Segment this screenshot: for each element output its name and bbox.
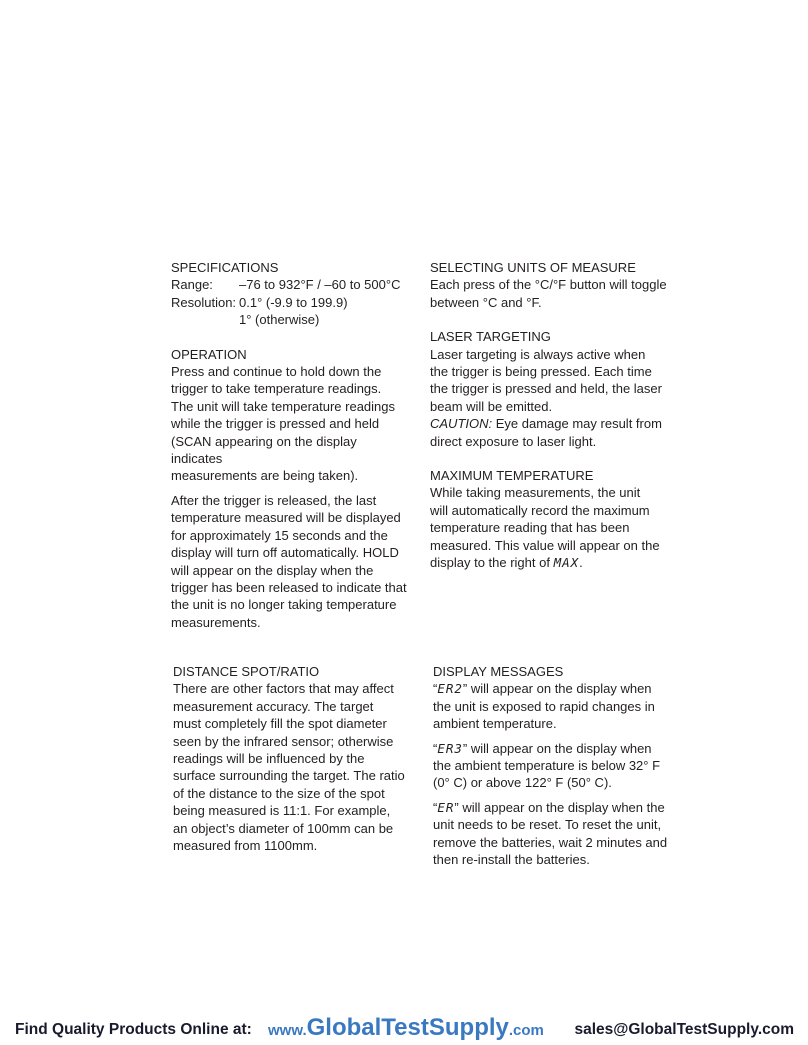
er2-line: ambient temperature. xyxy=(433,716,557,732)
operation-line: will appear on the display when the xyxy=(171,562,374,578)
resolution-value-2: 1° (otherwise) xyxy=(239,312,320,328)
distance-line: must completely fill the spot diameter xyxy=(173,716,387,732)
distance-line: being measured is 11:1. For example, xyxy=(173,803,391,819)
laser-line: Laser targeting is always active when xyxy=(430,346,646,362)
resolution-label: Resolution: xyxy=(171,294,237,310)
distance-line: seen by the infrared sensor; otherwise xyxy=(173,733,394,749)
operation-line: temperature measured will be displayed xyxy=(171,510,401,526)
operation-line: measurements are being taken). xyxy=(171,468,359,484)
er2-first-line: “ER2” will appear on the display when xyxy=(433,681,652,697)
laser-line: the trigger is being pressed. Each time xyxy=(430,364,652,380)
range-row xyxy=(171,276,411,293)
er3-first-line: “ER3” will appear on the display when xyxy=(433,740,652,756)
max-temp-last-line: display to the right of MAX. xyxy=(430,555,583,571)
laser-line: beam will be emitted. xyxy=(430,398,553,414)
distance-line: measured from 1100mm. xyxy=(173,838,318,854)
operation-heading: OPERATION xyxy=(171,346,247,362)
laser-line: direct exposure to laser light. xyxy=(430,433,597,449)
distance-heading: DISTANCE SPOT/RATIO xyxy=(173,664,320,679)
max-temp-heading: MAXIMUM TEMPERATURE xyxy=(430,468,594,484)
er-lcd-text: ER xyxy=(437,799,455,815)
right-column-bottom xyxy=(433,663,673,868)
operation-line: measurements. xyxy=(171,614,261,630)
operation-line: After the trigger is released, the last xyxy=(171,492,377,508)
er-line: remove the batteries, wait 2 minutes and xyxy=(433,834,668,850)
left-column-bottom xyxy=(173,663,413,854)
max-temp-line: will automatically record the maximum xyxy=(430,502,650,518)
resolution-value-1: 0.1° (-9.9 to 199.9) xyxy=(239,294,348,310)
max-temp-line: measured. This value will appear on the xyxy=(430,537,660,553)
units-line: between °C and °F. xyxy=(430,294,542,310)
distance-line: measurement accuracy. The target xyxy=(173,698,374,714)
operation-line: display will turn off automatically. HOLD xyxy=(171,545,399,561)
er3-line: (0° C) or above 122° F (50° C). xyxy=(433,775,612,791)
email-link[interactable]: sales@GlobalTestSupply.com xyxy=(574,1021,794,1038)
resolution-row-2 xyxy=(171,311,411,328)
max-temp-line: While taking measurements, the unit xyxy=(430,485,641,501)
operation-line: (SCAN appearing on the display indicates xyxy=(171,433,357,467)
laser-caution xyxy=(430,415,670,432)
operation-line: Press and continue to hold down the xyxy=(171,364,382,380)
caution-text: Eye damage may result from xyxy=(492,416,662,432)
caution-label: CAUTION: xyxy=(430,416,493,432)
er3-lcd-text: ER3 xyxy=(437,740,463,756)
resolution-row xyxy=(171,294,411,311)
display-messages-heading: DISPLAY MESSAGES xyxy=(433,664,564,679)
website-link[interactable]: www.GlobalTestSupply.com xyxy=(268,1014,544,1041)
er-first-line: “ER” will appear on the display when the xyxy=(433,799,665,815)
distance-line: of the distance to the size of the spot xyxy=(173,785,385,801)
operation-line: for approximately 15 seconds and the xyxy=(171,527,388,543)
er-line: then re-install the batteries. xyxy=(433,852,590,868)
operation-line: trigger to take temperature readings. xyxy=(171,381,382,397)
footer xyxy=(0,1014,808,1044)
footer-tagline: Find Quality Products Online at: xyxy=(15,1021,252,1038)
max-lcd-text: MAX xyxy=(553,555,580,571)
distance-line: There are other factors that may affect xyxy=(173,681,394,697)
specifications-heading: SPECIFICATIONS xyxy=(171,260,279,275)
range-value: –76 to 932°F / –60 to 500°C xyxy=(239,277,401,293)
distance-line: readings will be influenced by the xyxy=(173,751,365,767)
er3-line: the ambient temperature is below 32° F xyxy=(433,758,661,774)
operation-line: trigger has been released to indicate that xyxy=(171,579,407,595)
right-column-top xyxy=(430,259,670,572)
laser-line: the trigger is pressed and held, the laser xyxy=(430,381,662,397)
er2-lcd-text: ER2 xyxy=(437,681,463,697)
distance-line: an object’s diameter of 100mm can be xyxy=(173,820,394,836)
er2-line: the unit is exposed to rapid changes in xyxy=(433,698,655,714)
max-temp-line: temperature reading that has been xyxy=(430,520,630,536)
operation-line: while the trigger is pressed and held xyxy=(171,416,380,432)
operation-line: The unit will take temperature readings xyxy=(171,398,396,414)
left-column-top xyxy=(171,259,411,631)
units-line: Each press of the °C/°F button will toggle xyxy=(430,277,667,293)
er-line: unit needs to be reset. To reset the unit, xyxy=(433,817,662,833)
units-heading: SELECTING UNITS OF MEASURE xyxy=(430,260,636,275)
distance-line: surface surrounding the target. The ratio xyxy=(173,768,405,784)
operation-line: the unit is no longer taking temperature xyxy=(171,597,397,613)
range-label: Range: xyxy=(171,277,213,293)
laser-heading: LASER TARGETING xyxy=(430,329,551,345)
